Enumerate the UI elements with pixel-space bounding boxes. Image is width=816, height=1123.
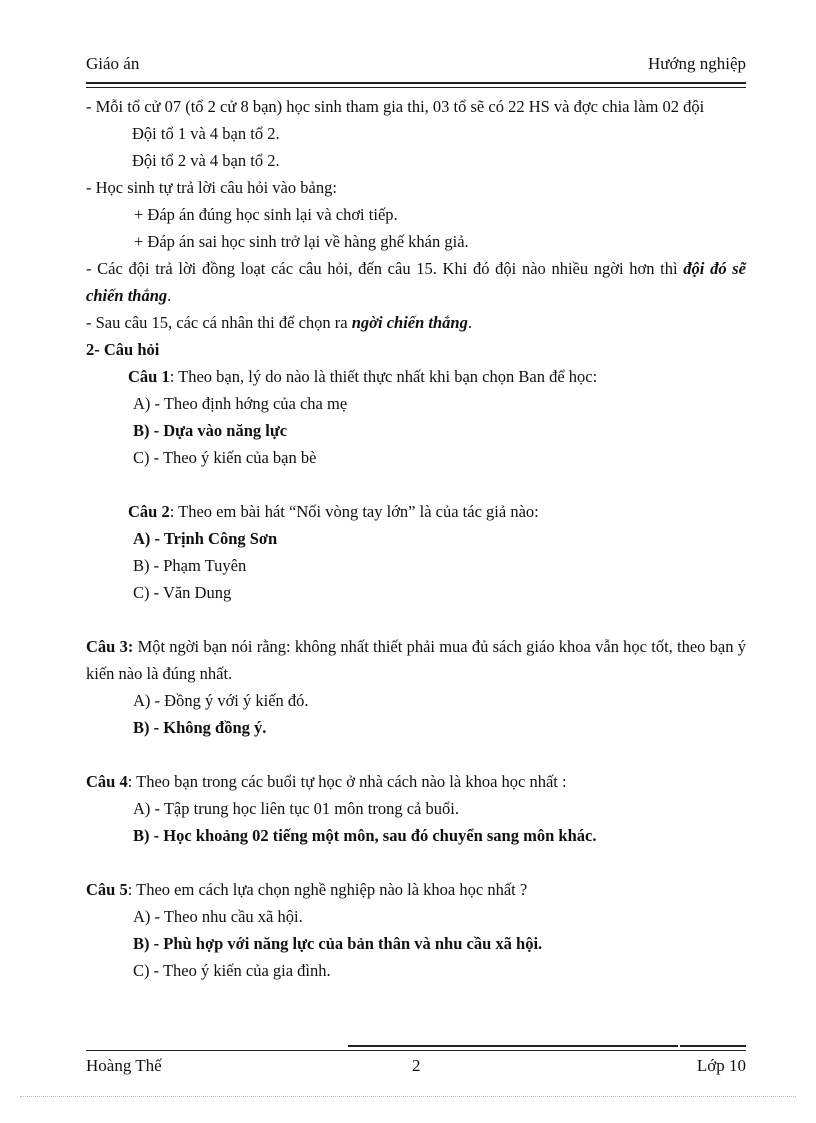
question-4-option-a: A) - Tập trung học liên tục 01 môn trong cả buổi. — [133, 799, 459, 818]
question-4 — [86, 768, 746, 795]
question-3-option-a: A) - Đồng ý với ý kiến đó. — [133, 691, 309, 710]
section-title: 2- Câu hỏi — [86, 340, 160, 359]
intro-line-3-end: . — [167, 286, 172, 305]
page-number: 2 — [412, 1056, 421, 1075]
question-1 — [86, 363, 746, 390]
footer-author: Hoàng Thế — [86, 1056, 162, 1075]
question-1-option-b: B) - Dựa vào năng lực — [133, 421, 288, 440]
intro-line-4 — [86, 309, 746, 336]
question-5 — [86, 876, 746, 903]
spacer — [86, 606, 746, 633]
question-2-option-c: C) - Văn Dung — [133, 583, 232, 602]
question-2-option-a: A) - Trịnh Công Sơn — [133, 529, 278, 548]
question-3 — [86, 633, 746, 687]
page-bottom-edge — [20, 1096, 796, 1097]
question-2 — [86, 498, 746, 525]
header-left: Giáo án — [86, 54, 140, 73]
intro-line-4-emphasis: ngời chiến thắng — [351, 313, 468, 332]
intro-line-4-text: - Sau câu 15, các cá nhân thi để chọn ra — [86, 313, 352, 332]
question-2-text: : Theo em bài hát “Nối vòng tay lớn” là của tác giả nào: — [169, 502, 539, 521]
intro-line-3-text: - Các đội trả lời đồng loạt các câu hỏi, đến câu 15. Khi đó đội nào nhiều ngời hơn thì — [86, 259, 684, 278]
question-3-label: Câu 3: — [86, 637, 134, 656]
question-5-option-c: C) - Theo ý kiến của gia đình. — [133, 961, 331, 980]
spacer — [86, 849, 746, 876]
header-rule — [86, 82, 746, 84]
footer-rule-thick — [348, 1045, 678, 1047]
team-1: Đội tổ 1 và 4 bạn tổ 2. — [132, 124, 280, 143]
question-5-text: : Theo em cách lựa chọn nghề nghiệp nào là khoa học nhất ? — [127, 880, 528, 899]
question-1-text: : Theo bạn, lý do nào là thiết thực nhất khi bạn chọn Ban để học: — [169, 367, 598, 386]
intro-line-2: - Học sinh tự trả lời câu hỏi vào bảng: — [86, 178, 337, 197]
header-right: Hướng nghiệp — [648, 54, 746, 73]
question-5-option-a: A) - Theo nhu cầu xã hội. — [133, 907, 303, 926]
question-5-option-b: B) - Phù hợp với năng lực của bản thân và nhu cầu xã hội. — [133, 934, 543, 953]
question-5-label: Câu 5 — [86, 880, 128, 899]
question-3-option-b: B) - Không đồng ý. — [133, 718, 267, 737]
question-2-label: Câu 2 — [128, 502, 170, 521]
question-2-option-b: B) - Phạm Tuyên — [133, 556, 247, 575]
question-4-text: : Theo bạn trong các buổi tự học ở nhà cách nào là khoa học nhất : — [127, 772, 567, 791]
spacer — [86, 471, 746, 498]
document-body — [86, 93, 746, 984]
page-footer — [86, 1056, 746, 1080]
question-1-option-a: A) - Theo định hớng của cha mẹ — [133, 394, 348, 413]
question-1-label: Câu 1 — [128, 367, 170, 386]
intro-line-1: - Mỗi tổ cử 07 (tổ 2 cử 8 bạn) học sinh tham gia thi, 03 tổ sẽ có 22 HS và đợc chia làm 02 đội — [86, 97, 705, 116]
page-header — [86, 54, 746, 78]
footer-rule-thick-right — [680, 1045, 746, 1047]
intro-line-3 — [86, 255, 746, 309]
intro-line-4-end: . — [467, 313, 472, 332]
intro-line-3-emphasis: đội đó sẽ chiến thắng — [86, 259, 746, 305]
footer-rule — [86, 1050, 746, 1051]
rule-correct: + Đáp án đúng học sinh lại và chơi tiếp. — [134, 205, 398, 224]
header-rule-thin — [86, 87, 746, 88]
team-2: Đội tổ 2 và 4 bạn tổ 2. — [132, 151, 280, 170]
question-1-option-c: C) - Theo ý kiến của bạn bè — [133, 448, 317, 467]
footer-class: Lớp 10 — [696, 1056, 746, 1075]
spacer — [86, 741, 746, 768]
question-4-option-b: B) - Học khoảng 02 tiếng một môn, sau đó chuyển sang môn khác. — [133, 826, 597, 845]
question-3-text: Một ngời bạn nói rằng: không nhất thiết phải mua đủ sách giáo khoa vẫn học tốt, theo bạn ý kiến nào là đúng nhất. — [86, 637, 746, 683]
rule-wrong: + Đáp án sai học sinh trở lại về hàng ghế khán giả. — [134, 232, 469, 251]
question-4-label: Câu 4 — [86, 772, 128, 791]
